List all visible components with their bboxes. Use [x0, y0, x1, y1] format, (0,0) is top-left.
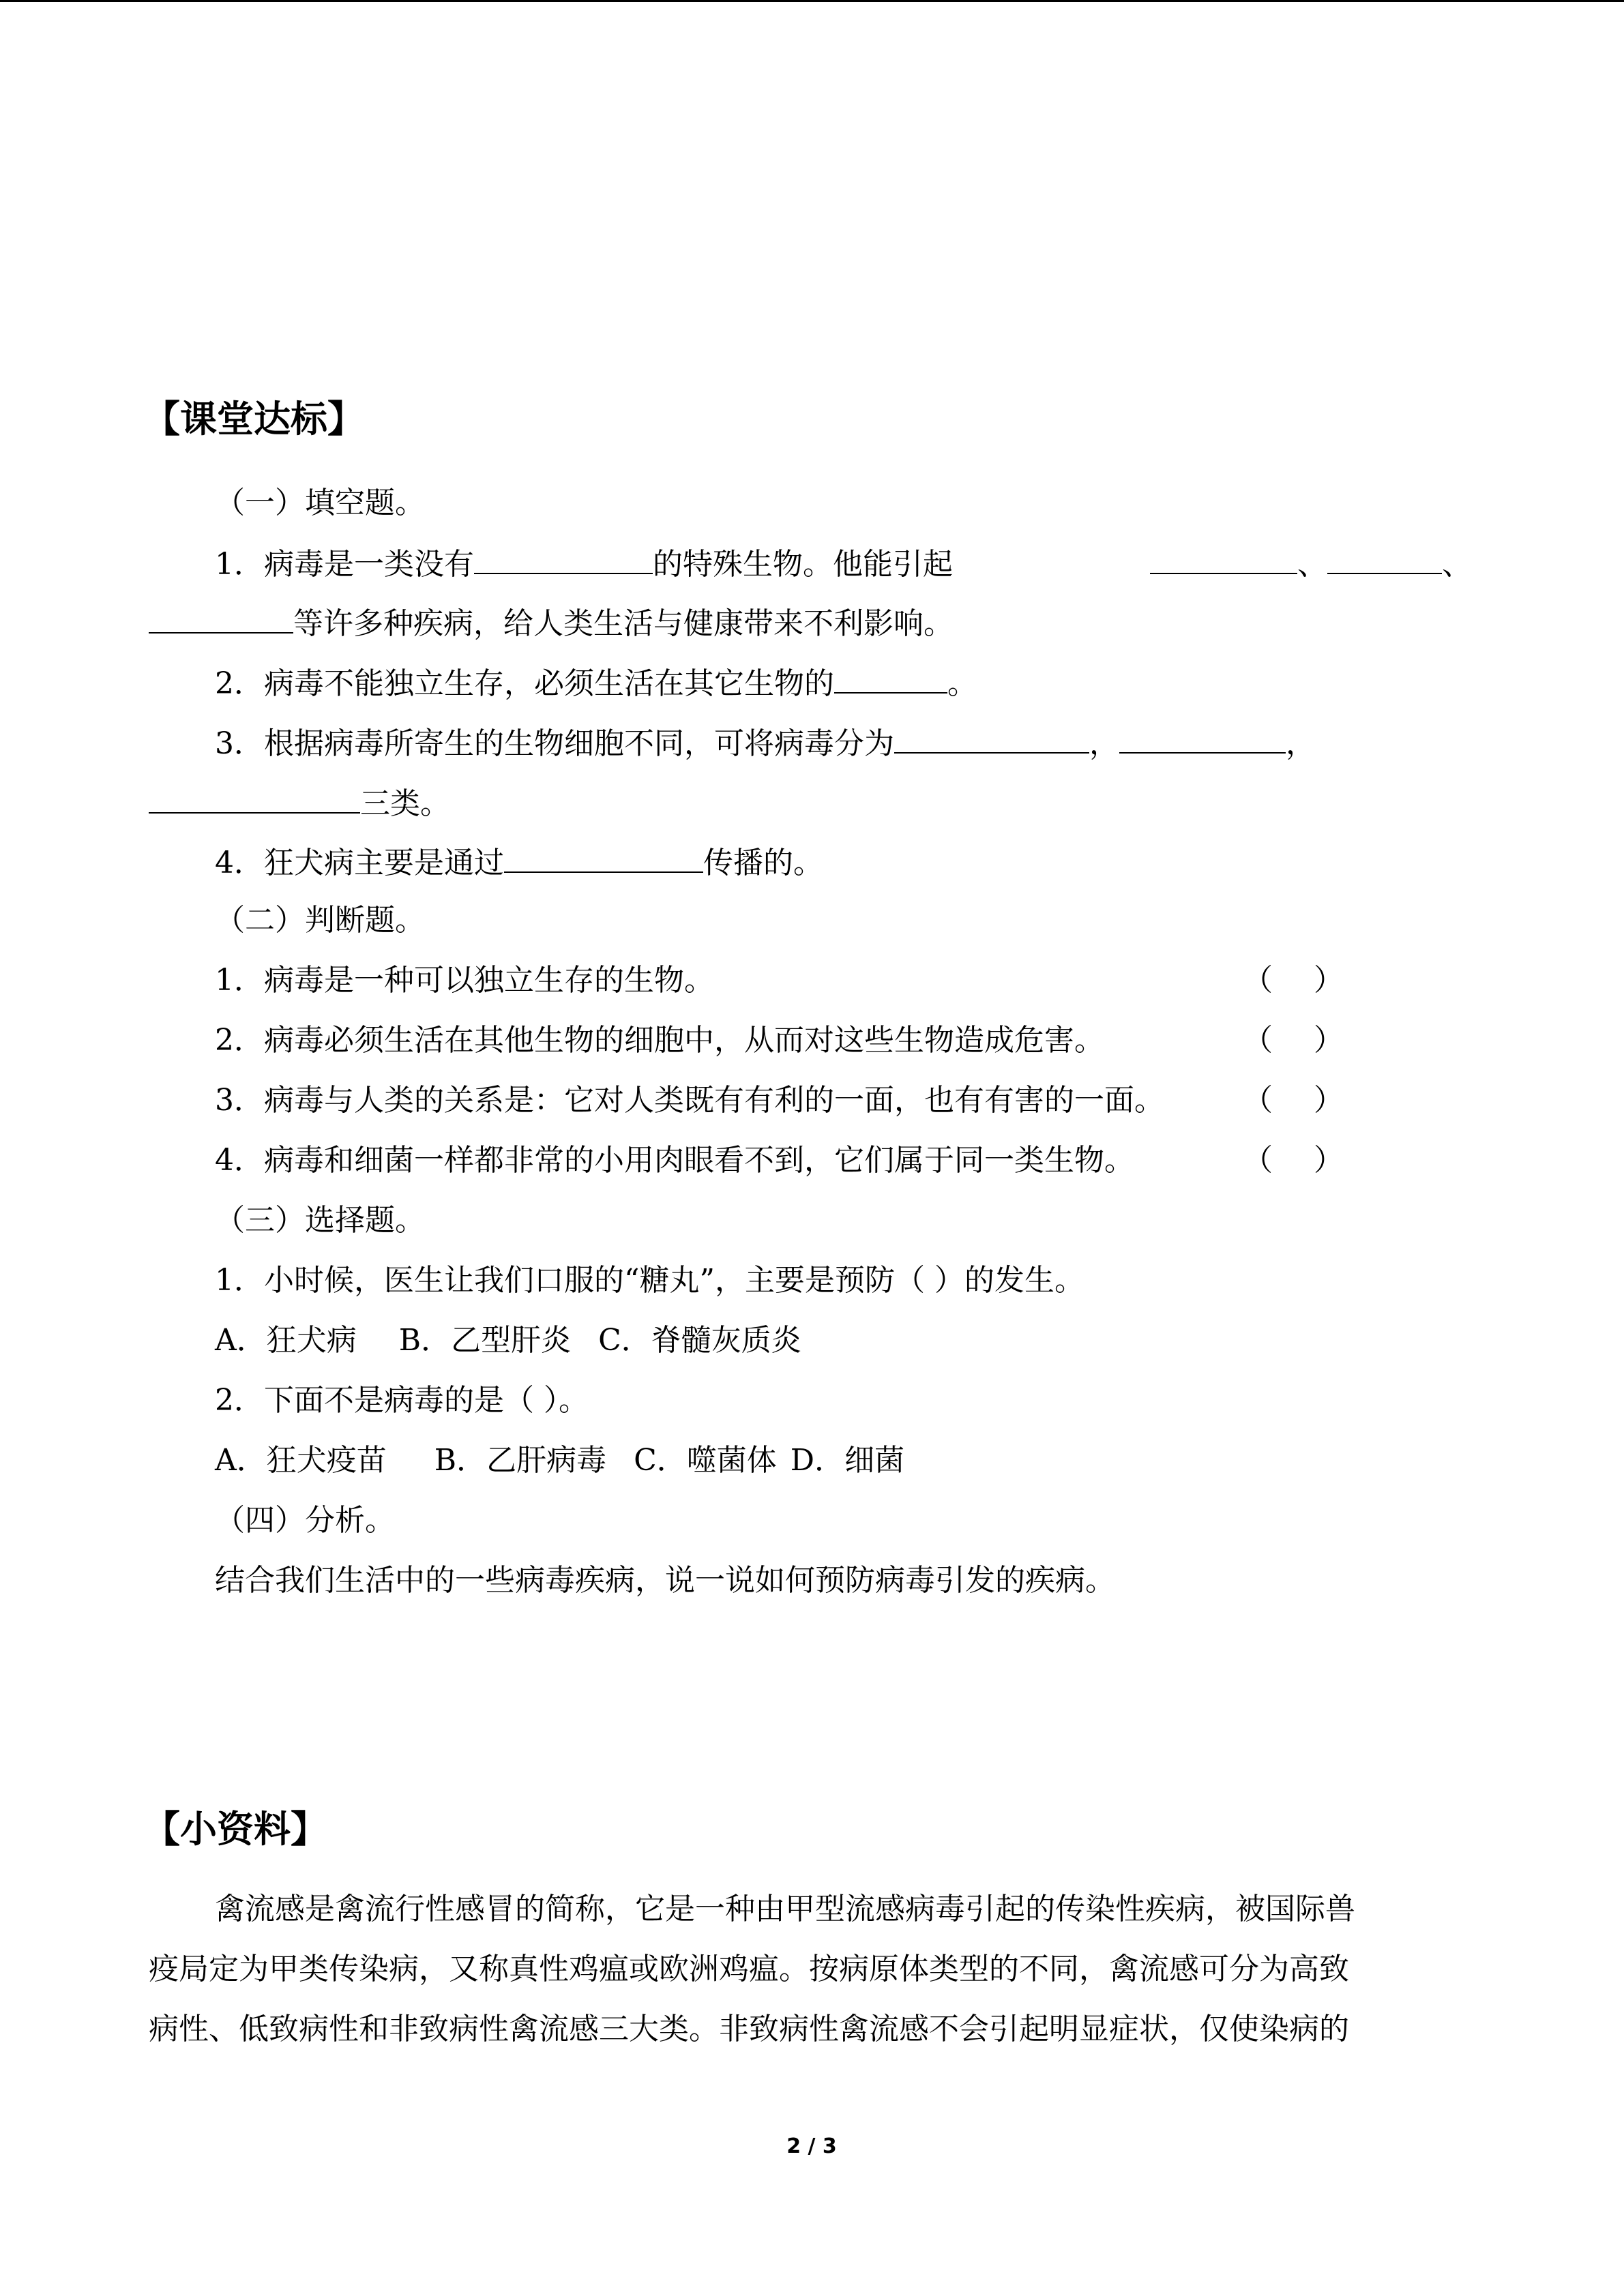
q1-text-b: 的特殊生物。他能引起 [653, 547, 953, 582]
q2-text-a: 2．病毒不能独立生存，必须生活在其它生物的 [215, 666, 834, 701]
choice-1-option-b[interactable]: B．乙型肝炎 [398, 1323, 572, 1358]
choice-2-option-a[interactable]: A．狂犬疫苗 [215, 1443, 387, 1478]
q1-blank-2[interactable] [1150, 541, 1297, 574]
q4-blank[interactable] [504, 840, 703, 873]
true-false-answer-1[interactable] [1243, 960, 1344, 1001]
paren-open: （ [1243, 1083, 1273, 1118]
choice-2-option-b[interactable]: B．乙肝病毒 [434, 1443, 607, 1478]
paren-open: （ [1243, 1143, 1273, 1178]
q2-text-b: 。 [947, 666, 977, 701]
fill-blank-question-1-line-2 [149, 601, 954, 644]
choice-header: （三）选择题。 [215, 1203, 425, 1238]
true-false-item-2: 2．病毒必须生活在其他生物的细胞中，从而对这些生物造成危害。 [215, 1023, 1104, 1058]
q2-blank[interactable] [834, 661, 947, 694]
analysis-header: （四）分析。 [215, 1503, 395, 1538]
paren-open: （ [1243, 963, 1273, 998]
true-false-answer-3[interactable] [1243, 1080, 1344, 1121]
q4-text-b: 传播的。 [703, 846, 823, 880]
q1-separator-2: 、 [1442, 547, 1472, 582]
true-false-answer-4[interactable] [1243, 1140, 1344, 1181]
true-false-item-4: 4．病毒和细菌一样都非常的小用肉眼看不到，它们属于同一类生物。 [215, 1143, 1134, 1178]
q1-blank-4[interactable] [149, 601, 293, 633]
q3-blank-2[interactable] [1119, 721, 1286, 754]
choice-question-2-options [215, 1440, 904, 1481]
analysis-question: 结合我们生活中的一些病毒疾病，说一说如何预防病毒引发的疾病。 [215, 1563, 1115, 1598]
q1-separator-1: 、 [1297, 547, 1327, 582]
choice-1-option-a[interactable]: A．狂犬病 [215, 1323, 357, 1358]
choice-question-2: 2．下面不是病毒的是（ ）。 [215, 1383, 589, 1418]
reference-paragraph-line-2: 疫局定为甲类传染病，又称真性鸡瘟或欧洲鸡瘟。按病原体类型的不同，禽流感可分为高致 [149, 1952, 1349, 1986]
section-title-reference-material: 【小资料】 [143, 1808, 327, 1851]
reference-paragraph-line-3: 病性、低致病性和非致病性禽流感三大类。非致病性禽流感不会引起明显症状，仅使染病的 [149, 2012, 1349, 2046]
section-title-class-practice: 【课堂达标】 [143, 398, 364, 441]
true-false-item-1: 1．病毒是一种可以独立生存的生物。 [215, 963, 714, 998]
q3-blank-3[interactable] [149, 781, 360, 814]
fill-blank-question-4 [215, 840, 823, 884]
true-false-answer-2[interactable] [1243, 1020, 1344, 1061]
paren-close: ） [1314, 1023, 1344, 1058]
fill-blank-question-3-line-2 [149, 781, 450, 824]
choice-2-option-d[interactable]: D．细菌 [790, 1443, 905, 1478]
choice-1-option-c[interactable]: C．脊髓灰质炎 [598, 1323, 801, 1358]
choice-2-option-c[interactable]: C．噬菌体 [634, 1443, 777, 1478]
page-number: 2 / 3 [786, 2134, 837, 2158]
q3-comma-2: ， [1286, 726, 1316, 761]
q1-text-a: 1．病毒是一类没有 [215, 547, 474, 582]
fill-blank-question-1-line-1 [215, 541, 953, 585]
reference-paragraph-line-1: 禽流感是禽流行性感冒的简称，它是一种由甲型流感病毒引起的传染性疾病，被国际兽 [215, 1892, 1355, 1926]
fill-blank-question-2 [215, 661, 977, 704]
q1-blank-1[interactable] [474, 541, 653, 574]
paren-open: （ [1243, 1023, 1273, 1058]
true-false-header: （二）判断题。 [215, 903, 425, 938]
q3-blank-1[interactable] [894, 721, 1089, 754]
q4-text-a: 4．狂犬病主要是通过 [215, 846, 504, 880]
q3-text-a: 3．根据病毒所寄生的生物细胞不同，可将病毒分为 [215, 726, 894, 761]
top-border-line [0, 0, 1624, 2]
fill-blank-question-1-blanks-right [1150, 541, 1472, 585]
fill-blank-header: （一）填空题。 [215, 486, 425, 520]
q1-text-e: 等许多种疾病，给人类生活与健康带来不利影响。 [293, 606, 954, 641]
q3-comma-1: ， [1089, 726, 1119, 761]
choice-question-1-options [215, 1320, 801, 1361]
true-false-item-3: 3．病毒与人类的关系是：它对人类既有有利的一面，也有有害的一面。 [215, 1083, 1164, 1118]
q3-text-d: 三类。 [360, 786, 450, 821]
paren-close: ） [1314, 1143, 1344, 1178]
paren-close: ） [1314, 963, 1344, 998]
choice-question-1: 1．小时候，医生让我们口服的“糖丸”，主要是预防（ ）的发生。 [215, 1263, 1084, 1298]
fill-blank-question-3-line-1 [215, 721, 1316, 764]
q1-blank-3[interactable] [1327, 541, 1442, 574]
paren-close: ） [1314, 1083, 1344, 1118]
